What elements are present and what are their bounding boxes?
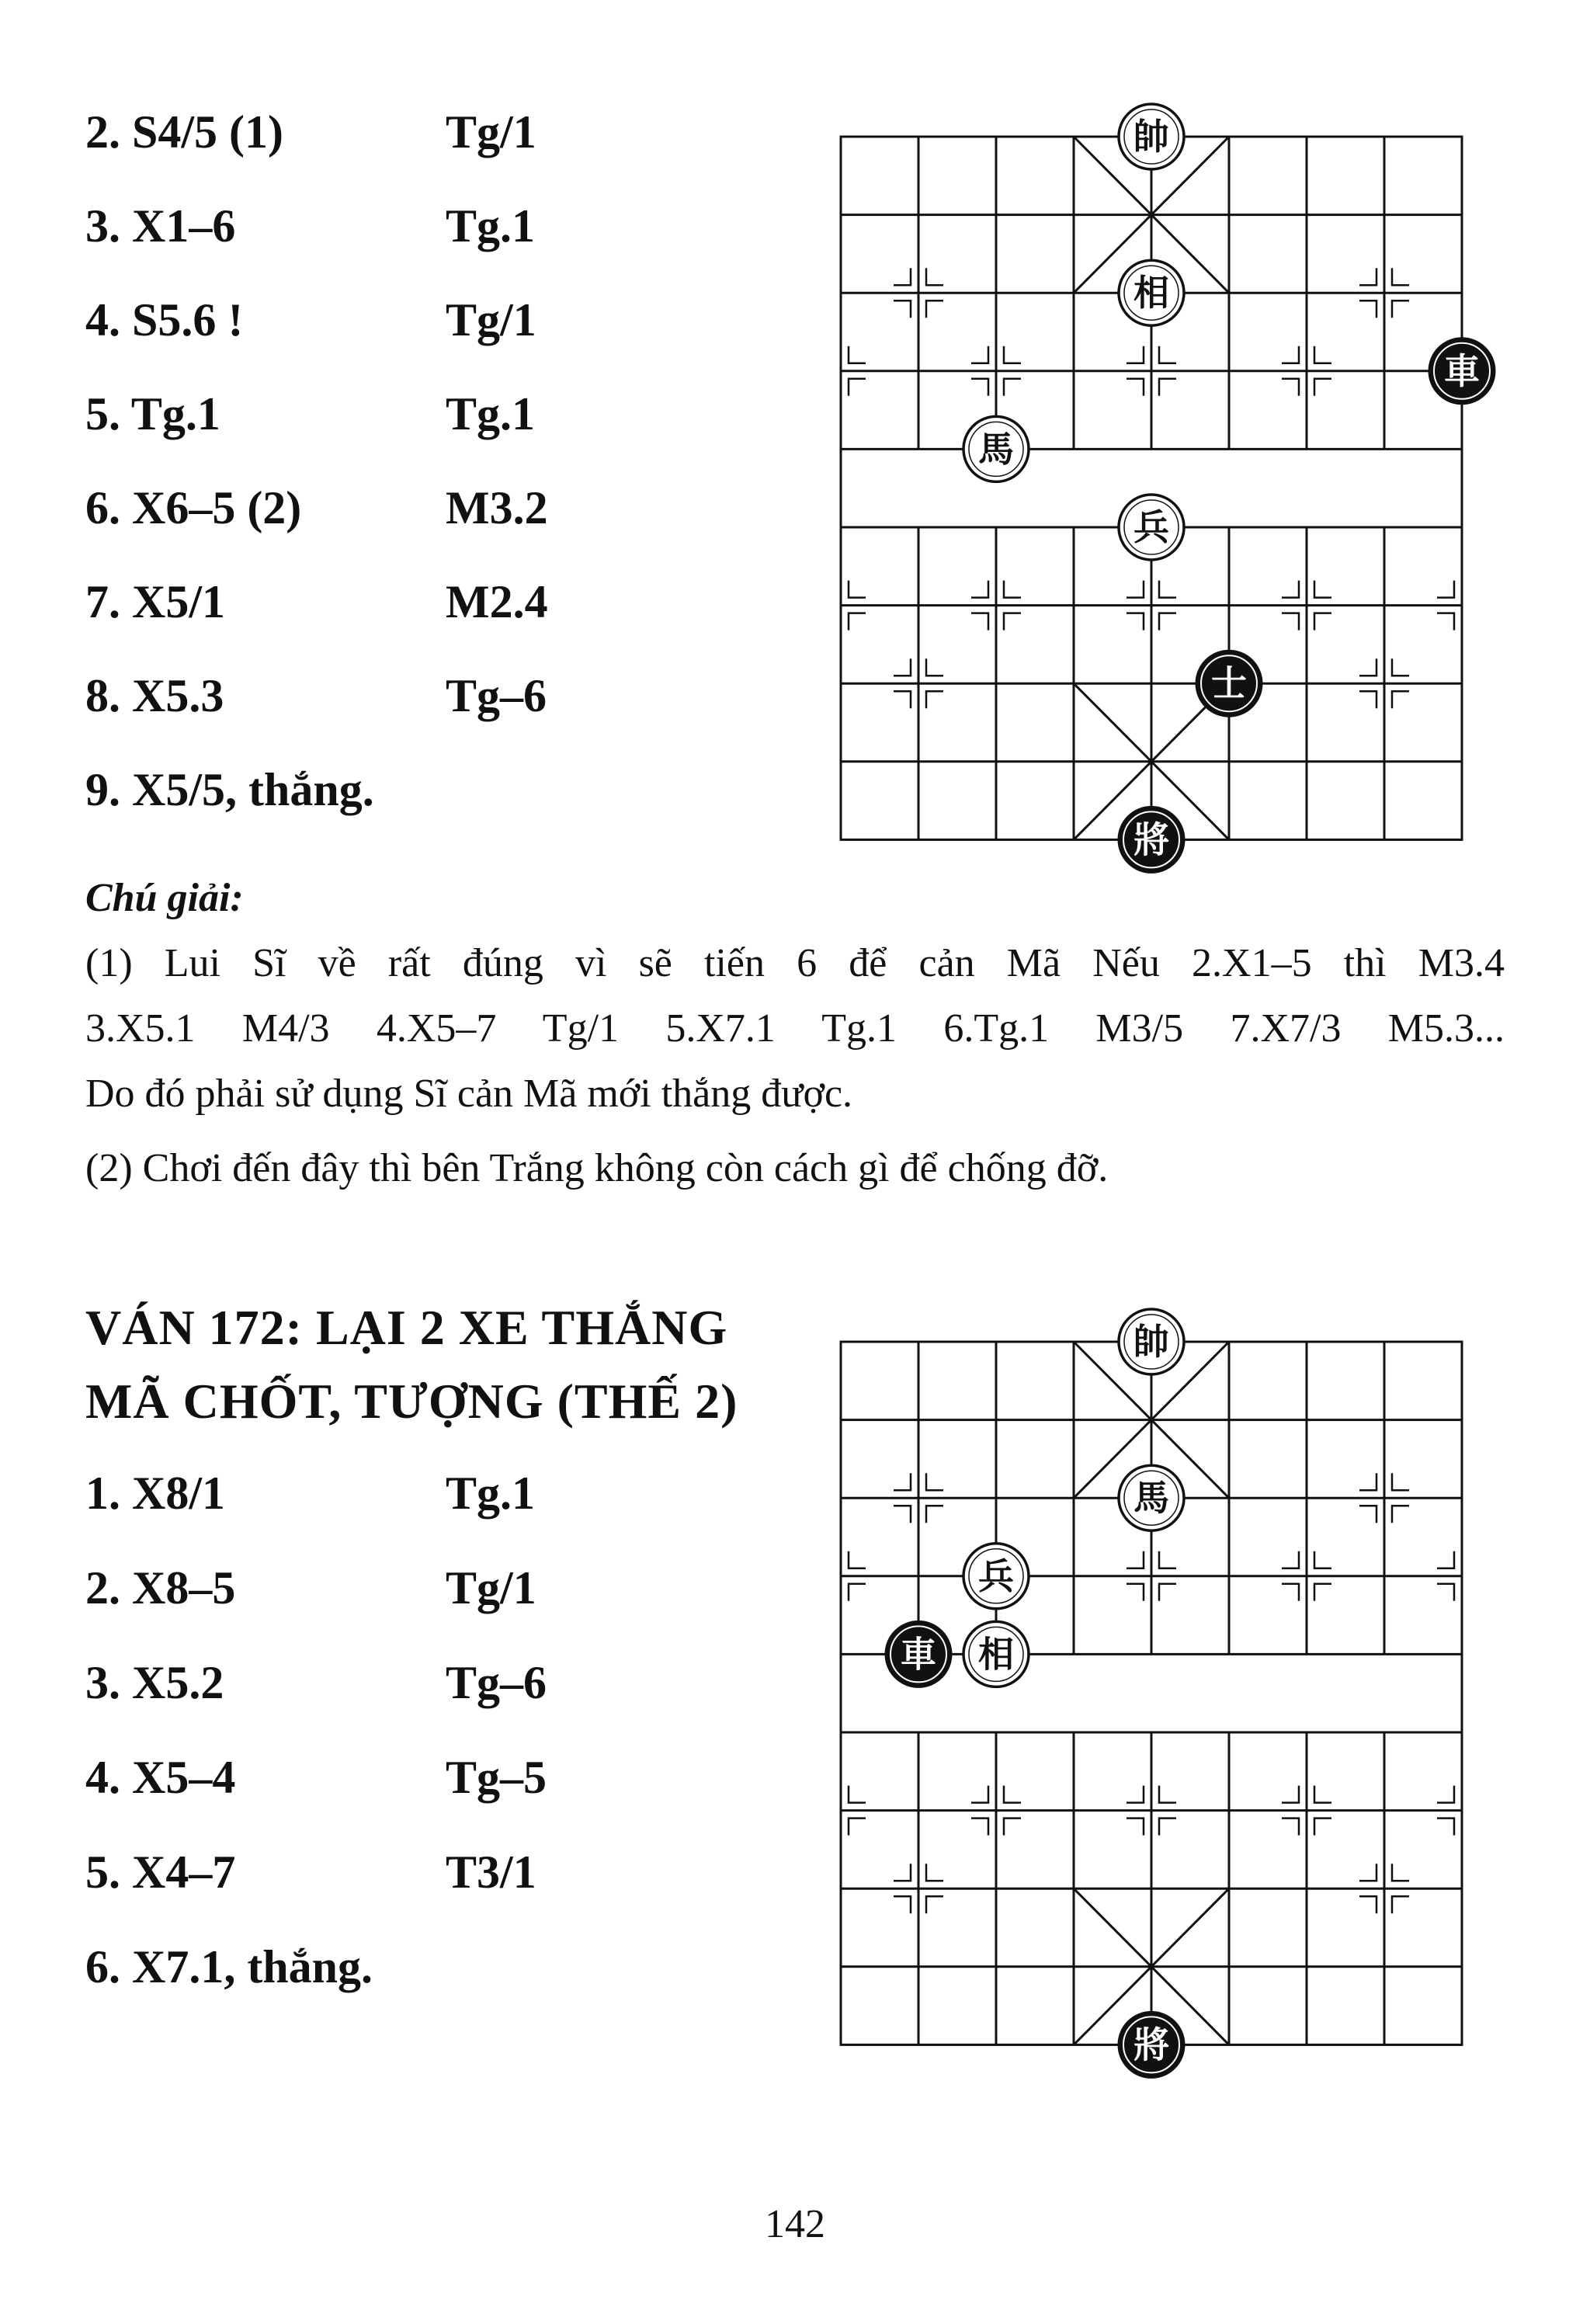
position-marker <box>894 1506 911 1523</box>
position-marker <box>1314 1584 1331 1601</box>
red-move: 4. S5.6 ! <box>85 294 244 346</box>
note-1-line-3: Do đó phải sử dụng Sĩ cản Mã mới thắng được. <box>85 1072 853 1116</box>
red-move: 3. X5.2 <box>85 1657 224 1708</box>
position-marker <box>849 379 866 396</box>
position-marker <box>1314 379 1331 396</box>
piece-label: 馬 <box>978 428 1014 471</box>
black-move: Tg–6 <box>446 670 547 721</box>
position-marker <box>1159 613 1176 631</box>
position-marker <box>926 691 943 708</box>
position-marker <box>1437 581 1454 598</box>
position-marker <box>1314 1819 1331 1836</box>
position-marker <box>1359 1896 1376 1913</box>
page-number: 142 <box>765 2202 825 2246</box>
position-marker <box>1004 1819 1021 1836</box>
black-move: Tg.1 <box>446 200 536 252</box>
position-marker <box>1282 613 1299 631</box>
black-chariot-piece <box>886 1621 951 1687</box>
position-marker <box>1282 346 1299 363</box>
red-move: 6. X7.1, thắng. <box>85 1941 373 1992</box>
white-elephant-piece <box>963 1621 1029 1687</box>
black-move: Tg–5 <box>446 1752 547 1803</box>
piece-label: 車 <box>1444 349 1480 392</box>
position-marker <box>894 300 911 318</box>
black-move: Tg/1 <box>446 294 536 346</box>
position-marker <box>1004 379 1021 396</box>
position-marker <box>1159 581 1176 598</box>
red-move: 5. X4–7 <box>85 1846 236 1898</box>
position-marker <box>894 1473 911 1490</box>
piece-label: 相 <box>978 1633 1014 1676</box>
position-marker <box>971 346 988 363</box>
red-move: 8. X5.3 <box>85 670 224 721</box>
position-marker <box>1282 1551 1299 1568</box>
position-marker <box>971 379 988 396</box>
white-general-piece <box>1119 1309 1184 1374</box>
position-marker <box>1282 1584 1299 1601</box>
position-marker <box>1392 268 1409 285</box>
position-marker <box>894 658 911 676</box>
position-marker <box>926 1864 943 1881</box>
white-general-piece <box>1119 104 1184 169</box>
xiangqi-board-2 <box>823 1297 1498 2096</box>
position-marker <box>971 1786 988 1803</box>
red-move: 7. X5/1 <box>85 576 225 627</box>
position-marker <box>1127 346 1144 363</box>
position-marker <box>1159 1551 1176 1568</box>
position-marker <box>1127 1551 1144 1568</box>
position-marker <box>1392 1506 1409 1523</box>
game2-title-line-1: VÁN 172: LẠI 2 XE THẮNG <box>85 1300 728 1355</box>
piece-label: 馬 <box>1133 1477 1169 1520</box>
piece-label: 車 <box>901 1633 936 1676</box>
position-marker <box>1359 691 1376 708</box>
position-marker <box>1282 581 1299 598</box>
position-marker <box>926 1896 943 1913</box>
position-marker <box>926 268 943 285</box>
position-marker <box>1159 1819 1176 1836</box>
position-marker <box>1314 613 1331 631</box>
note-1-line-1: (1) Lui Sĩ về rất đúng vì sẽ tiến 6 để cản Mã Nếu 2.X1–5 thì M3.4 <box>85 941 1505 985</box>
black-move: T3/1 <box>446 1846 536 1898</box>
position-marker <box>1437 613 1454 631</box>
position-marker <box>926 300 943 318</box>
red-move: 4. X5–4 <box>85 1752 236 1803</box>
position-marker <box>1127 1786 1144 1803</box>
position-marker <box>849 613 866 631</box>
position-marker <box>1282 379 1299 396</box>
position-marker <box>1004 346 1021 363</box>
position-marker <box>1392 691 1409 708</box>
position-marker <box>1359 658 1376 676</box>
position-marker <box>849 1584 866 1601</box>
position-marker <box>1359 1506 1376 1523</box>
position-marker <box>1159 1584 1176 1601</box>
note-1-line-2: 3.X5.1 M4/3 4.X5–7 Tg/1 5.X7.1 Tg.1 6.Tg.1 M3/5 7.X7/3 M5.3... <box>85 1006 1505 1051</box>
position-marker <box>1159 1786 1176 1803</box>
piece-label: 兵 <box>978 1555 1014 1597</box>
board-grid <box>841 137 1462 839</box>
position-marker <box>1127 1819 1144 1836</box>
game2-title-line-2: MÃ CHỐT, TƯỢNG (THẾ 2) <box>85 1374 738 1429</box>
position-marker <box>971 581 988 598</box>
white-soldier-piece <box>1119 495 1184 560</box>
notes-title: Chú giải: <box>85 876 244 920</box>
black-move: Tg/1 <box>446 106 536 158</box>
position-marker <box>1359 300 1376 318</box>
position-marker <box>1437 1819 1454 1836</box>
black-general-piece <box>1119 2012 1184 2077</box>
position-marker <box>1437 1786 1454 1803</box>
position-marker <box>1314 581 1331 598</box>
red-move: 9. X5/5, thắng. <box>85 764 374 815</box>
red-move: 3. X1–6 <box>85 200 236 252</box>
position-marker <box>1004 1786 1021 1803</box>
red-move: 2. S4/5 (1) <box>85 106 283 158</box>
white-horse-piece <box>963 416 1029 481</box>
position-marker <box>1159 346 1176 363</box>
piece-label: 兵 <box>1133 506 1169 548</box>
position-marker <box>849 346 866 363</box>
black-move: Tg.1 <box>446 388 536 439</box>
red-move: 2. X8–5 <box>85 1562 236 1614</box>
position-marker <box>849 1819 866 1836</box>
position-marker <box>1282 1819 1299 1836</box>
position-marker <box>1392 300 1409 318</box>
position-marker <box>1437 1551 1454 1568</box>
piece-label: 將 <box>1133 2024 1169 2066</box>
board-grid <box>841 1342 1462 2044</box>
red-move: 5. Tg.1 <box>85 388 220 439</box>
position-marker <box>1359 1473 1376 1490</box>
position-marker <box>894 1896 911 1913</box>
position-marker <box>1004 581 1021 598</box>
position-marker <box>1314 346 1331 363</box>
note-2: (2) Chơi đến đây thì bên Trắng không còn cách gì để chống đỡ. <box>85 1146 1109 1190</box>
black-general-piece <box>1119 807 1184 872</box>
position-marker <box>1392 1896 1409 1913</box>
black-chariot-piece <box>1429 339 1495 404</box>
position-marker <box>1127 613 1144 631</box>
position-marker <box>1392 1473 1409 1490</box>
position-marker <box>1392 1864 1409 1881</box>
position-marker <box>1127 379 1144 396</box>
position-marker <box>1359 1864 1376 1881</box>
position-marker <box>849 1786 866 1803</box>
black-move: M3.2 <box>446 482 548 533</box>
xiangqi-board-1 <box>823 85 1498 893</box>
position-marker <box>1004 613 1021 631</box>
position-marker <box>1314 1551 1331 1568</box>
position-marker <box>894 1864 911 1881</box>
position-marker <box>926 1506 943 1523</box>
red-move: 1. X8/1 <box>85 1468 225 1519</box>
position-marker <box>894 268 911 285</box>
position-marker <box>1314 1786 1331 1803</box>
black-advisor-piece <box>1196 651 1262 716</box>
black-move: Tg.1 <box>446 1468 536 1519</box>
position-marker <box>1392 658 1409 676</box>
piece-label: 將 <box>1133 818 1169 861</box>
black-move: Tg–6 <box>446 1657 547 1708</box>
position-marker <box>1127 1584 1144 1601</box>
white-horse-piece <box>1119 1465 1184 1530</box>
position-marker <box>1282 1786 1299 1803</box>
piece-label: 相 <box>1133 272 1169 314</box>
piece-label: 帥 <box>1133 1321 1169 1363</box>
position-marker <box>1127 581 1144 598</box>
black-move: M2.4 <box>446 576 548 627</box>
position-marker <box>849 1551 866 1568</box>
white-elephant-piece <box>1119 260 1184 325</box>
red-move: 6. X6–5 (2) <box>85 482 302 533</box>
position-marker <box>971 613 988 631</box>
position-marker <box>1359 268 1376 285</box>
black-move: Tg/1 <box>446 1562 536 1614</box>
position-marker <box>849 581 866 598</box>
position-marker <box>1437 1584 1454 1601</box>
position-marker <box>1159 379 1176 396</box>
position-marker <box>971 1819 988 1836</box>
position-marker <box>926 1473 943 1490</box>
position-marker <box>926 658 943 676</box>
piece-label: 帥 <box>1133 116 1169 158</box>
position-marker <box>894 691 911 708</box>
white-soldier-piece <box>963 1544 1029 1609</box>
notes <box>85 866 1505 1201</box>
piece-label: 士 <box>1211 662 1247 705</box>
